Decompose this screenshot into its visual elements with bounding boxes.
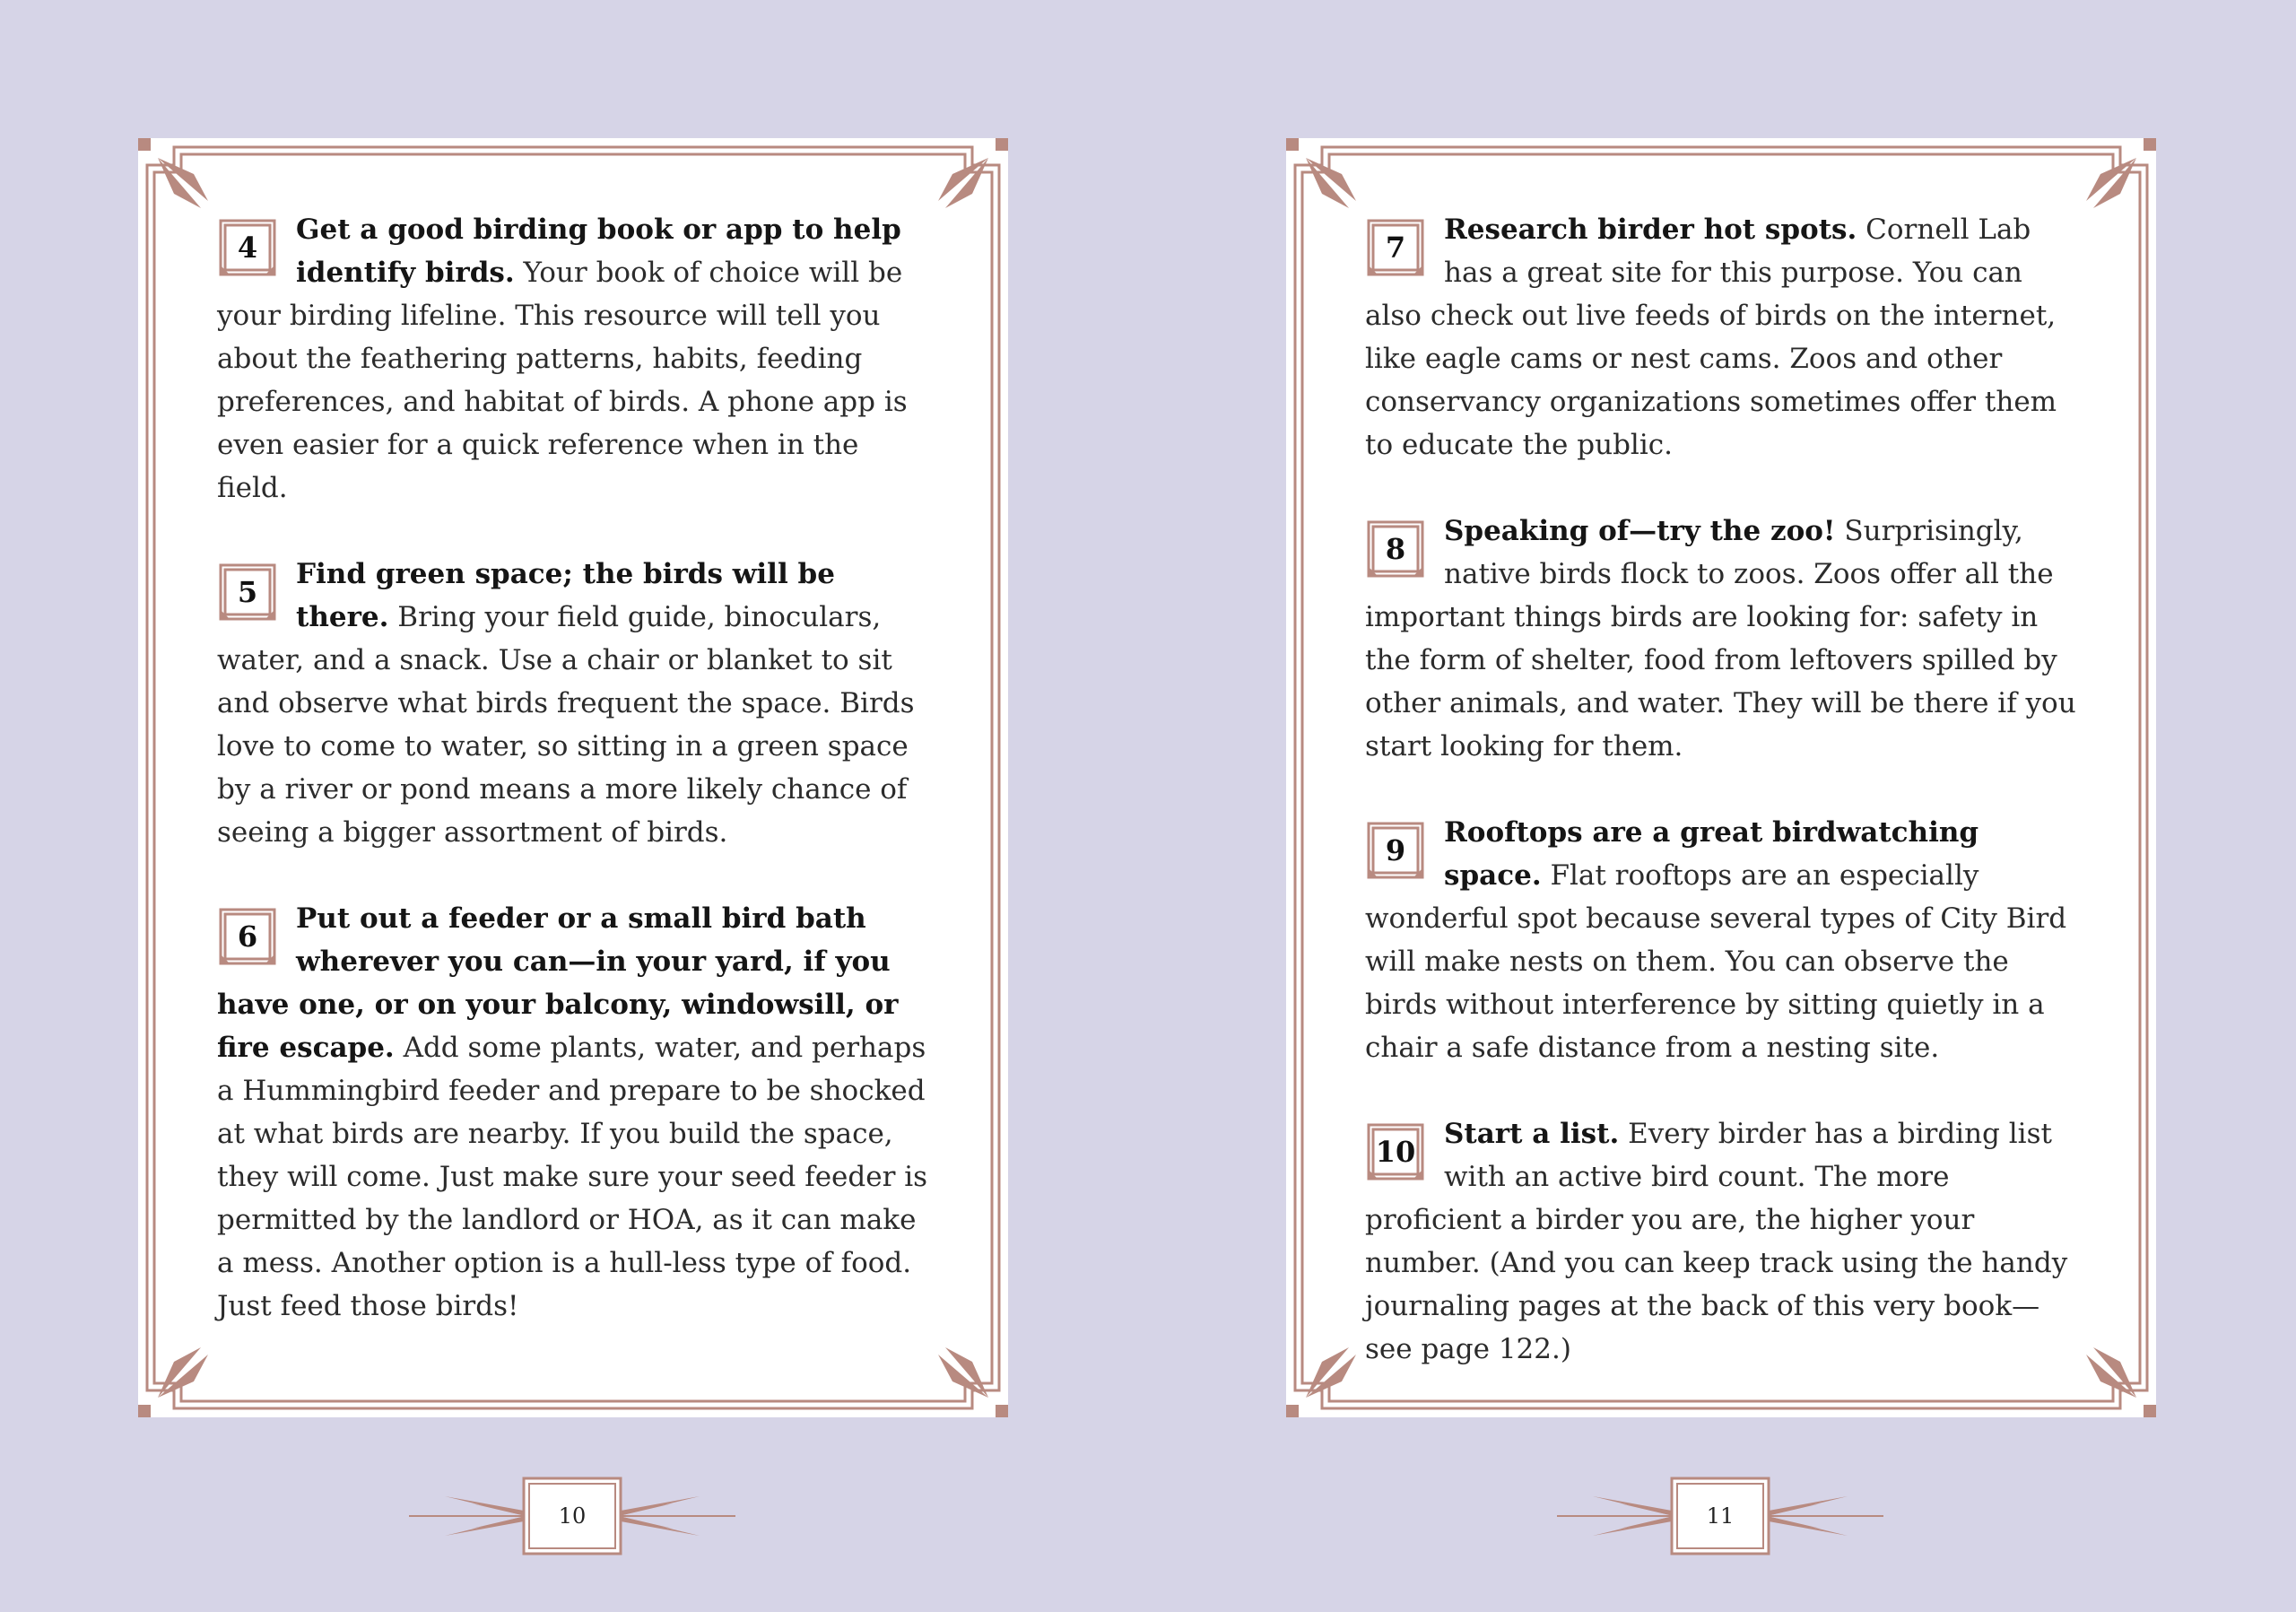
tip-item bbox=[1365, 510, 2083, 768]
tip-number-badge: 9 bbox=[1365, 820, 1426, 881]
tip-heading: Research birder hot spots. bbox=[1444, 213, 1857, 246]
tip-text bbox=[1365, 1112, 2083, 1371]
tip-body: Add some plants, water, and perhaps a Hummingbird feeder and prepare to be shocked at what birds are nearby. If you build the space, they will come. Just make sure your seed feeder is permitted by the landlord or HOA, as it can make a mess. Another option is a hull-less type of food. Just feed those birds! bbox=[217, 1032, 928, 1322]
tip-heading: Speaking of—try the zoo! bbox=[1444, 515, 1836, 547]
tip-item bbox=[217, 208, 935, 510]
tip-heading: Get a good birding book or app to help identify birds. bbox=[296, 213, 901, 289]
tip-item bbox=[1365, 811, 2083, 1069]
tip-text bbox=[1365, 811, 2083, 1069]
tip-item bbox=[217, 553, 935, 854]
tip-text bbox=[217, 553, 935, 854]
tip-number-badge: 10 bbox=[1365, 1121, 1426, 1182]
tip-body: Surprisingly, native birds flock to zoos. Zoos offer all the important things birds are looking for: safety in the form of shelter, food from leftovers spilled by other animals, and water. They will be there if you start looking for them. bbox=[1365, 515, 2076, 762]
left-page bbox=[138, 138, 1008, 1417]
tip-number-badge: 8 bbox=[1365, 518, 1426, 579]
tip-body: Every birder has a birding list with an active bird count. The more proficient a birder you are, the higher your number. (And you can keep track using the handy journaling pages at the back of this very book—see page 122.) bbox=[1365, 1118, 2068, 1365]
page-number: 11 bbox=[1706, 1503, 1735, 1529]
tip-body: Flat rooftops are an especially wonderful spot because several types of City Bird will make nests on them. You can observe the birds without interference by sitting quietly in a chair a safe distance from a nesting site. bbox=[1365, 859, 2067, 1064]
tip-text bbox=[217, 897, 935, 1328]
page-number-left bbox=[409, 1477, 735, 1555]
page-number: 10 bbox=[558, 1503, 587, 1529]
tip-number-badge: 6 bbox=[217, 906, 278, 967]
tip-item bbox=[217, 897, 935, 1328]
tip-body: Your book of choice will be your birding lifeline. This resource will tell you about the feathering patterns, habits, feeding preferences, and habitat of birds. A phone app is even easier for a quick reference when in the field. bbox=[217, 257, 908, 504]
tip-text bbox=[217, 208, 935, 510]
tip-number-badge: 4 bbox=[217, 217, 278, 278]
tip-item bbox=[1365, 208, 2083, 466]
tip-heading: Find green space; the birds will be there. bbox=[296, 558, 835, 633]
tip-number-badge: 7 bbox=[1365, 217, 1426, 278]
tip-item bbox=[1365, 1112, 2083, 1371]
right-page bbox=[1286, 138, 2156, 1417]
tips-list bbox=[1365, 208, 2083, 1414]
tip-heading: Start a list. bbox=[1444, 1118, 1620, 1150]
tip-body: Bring your field guide, binoculars, water, and a snack. Use a chair or blanket to sit and observe what birds frequent the space. Birds love to come to water, so sitting in a green space by a river or pond means a more likely chance of seeing a bigger assortment of birds. bbox=[217, 601, 915, 849]
tip-heading: Put out a feeder or a small bird bath wherever you can—in your yard, if you have one, or on your balcony, windowsill, or fire escape. bbox=[217, 902, 899, 1064]
tip-number-badge: 5 bbox=[217, 562, 278, 623]
tips-list bbox=[217, 208, 935, 1371]
tip-text bbox=[1365, 510, 2083, 768]
page-number-right bbox=[1557, 1477, 1883, 1555]
tip-text bbox=[1365, 208, 2083, 466]
tip-heading: Rooftops are a great birdwatching space. bbox=[1444, 816, 1979, 892]
tip-body: Cornell Lab has a great site for this purpose. You can also check out live feeds of birds on the internet, like eagle cams or nest cams. Zoos and other conservancy organizations sometimes offer them to educate the public. bbox=[1365, 213, 2057, 461]
